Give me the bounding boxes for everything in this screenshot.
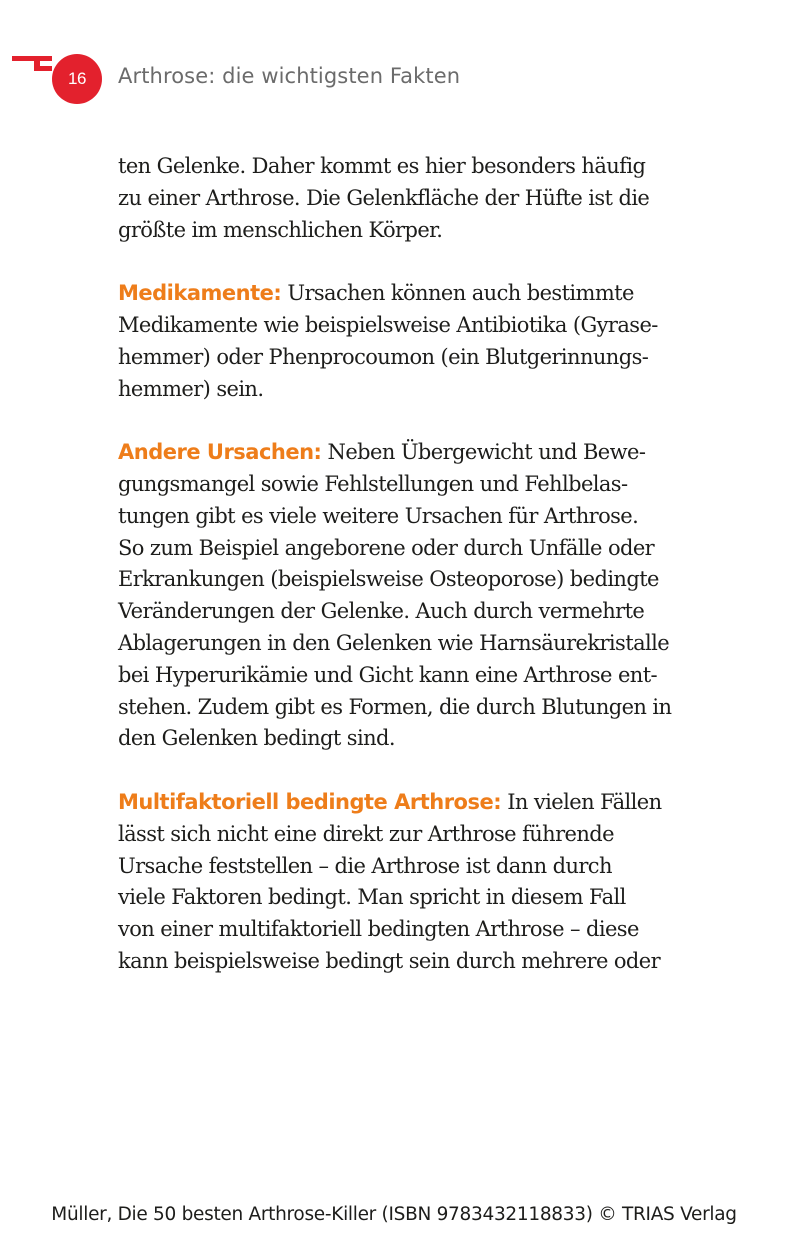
section-medikamente bbox=[118, 278, 718, 405]
section-label: Multifaktoriell bedingte Arthrose: bbox=[118, 789, 502, 814]
page-number: 16 bbox=[52, 54, 102, 104]
section-text: Ursachen können auch bestimmte Medikamente wie beispielsweise Antibiotika (Gyrase- hemmer) oder Phenprocoumon (ein Blutgerinnungs- hemmer) sein. bbox=[118, 281, 658, 401]
running-title: Arthrose: die wichtigsten Fakten bbox=[118, 64, 461, 88]
body-text bbox=[118, 151, 718, 1010]
section-text: In vielen Fällen lässt sich nicht eine direkt zur Arthrose führende Ursache feststellen – die Arthrose ist dann durch viele Faktoren bedingt. Man spricht in diesem Fall von einer multifaktoriell bedingten Arthrose – diese kann beispielsweise bedingt sein durch mehrere oder bbox=[118, 789, 662, 973]
page-marker-icon bbox=[12, 50, 56, 80]
copyright-footer: Müller, Die 50 besten Arthrose-Killer (ISBN 9783432118833) © TRIAS Verlag bbox=[51, 1204, 737, 1225]
section-multifaktoriell bbox=[118, 787, 718, 978]
section-andere-ursachen bbox=[118, 437, 718, 755]
page-header bbox=[0, 0, 788, 120]
section-label: Andere Ursachen: bbox=[118, 440, 322, 465]
section-text: Neben Übergewicht und Bewe- gungsmangel sowie Fehlstellungen und Fehlbelas- tungen gibt es viele weitere Ursachen für Arthrose. So zum Beispiel angeborene oder durch Unfälle oder Erkrankungen (beispielsweise Osteoporose) bedingte Veränderungen der Gelenke. Auch durch vermehrte Ablagerungen in den Gelenken wie Harnsäurekristalle bei Hyperurikämie und Gicht kann eine Arthrose ent- stehen. Zudem gibt es Formen, die durch Blutungen in den Gelenken bedingt sind. bbox=[118, 440, 672, 751]
section-label: Medikamente: bbox=[118, 281, 282, 306]
intro-paragraph: ten Gelenke. Daher kommt es hier besonders häufig zu einer Arthrose. Die Gelenkfläche der Hüfte ist die größte im menschlichen Körper. bbox=[118, 154, 650, 242]
